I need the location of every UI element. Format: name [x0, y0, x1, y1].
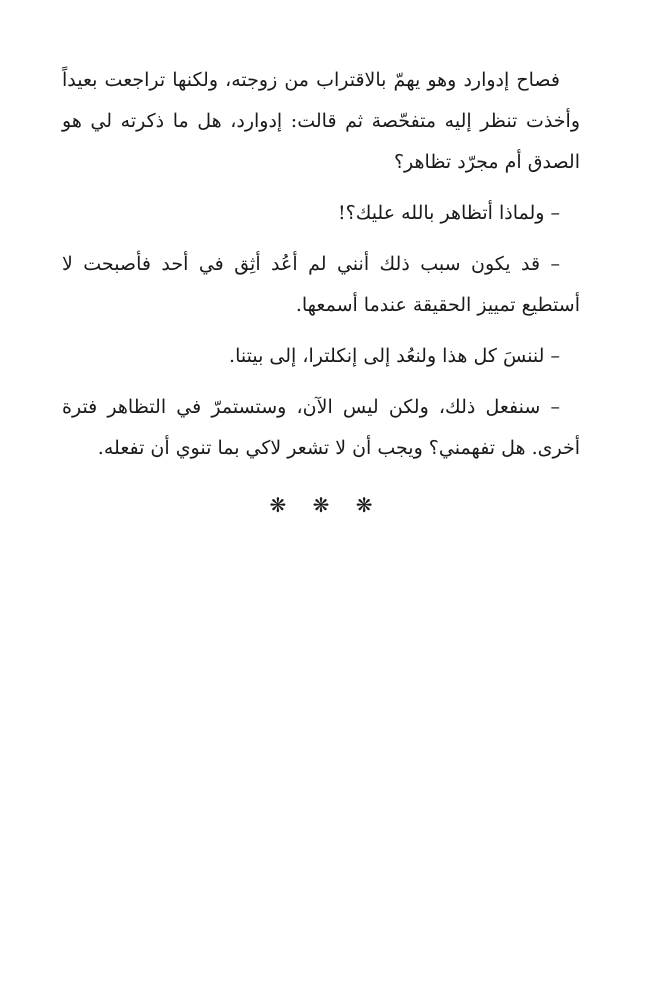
dialogue-line-2: – قد يكون سبب ذلك أنني لم أعُد أثِق في أحد فأصبحت لا أستطيع تمييز الحقيقة عندما أسمعها.	[62, 253, 580, 316]
dialogue-line-4: – سنفعل ذلك، ولكن ليس الآن، وستستمرّ في التظاهر فترة أخرى. هل تفهمني؟ ويجب أن لا تشعر لاكي بما تنوي أن تفعله.	[62, 396, 580, 459]
asterism-mark: ❋	[355, 493, 373, 517]
dialogue-line-3: – لننسَ كل هذا ولنعُد إلى إنكلترا، إلى بيتنا.	[229, 345, 560, 367]
section-separator	[62, 485, 580, 526]
asterism-mark: ❋	[312, 493, 330, 517]
asterism-mark: ❋	[269, 493, 287, 517]
dialogue-line-1: – ولماذا أتظاهر بالله عليك؟!	[337, 202, 560, 224]
paragraph-narration: فصاح إدوارد وهو يهمّ بالاقتراب من زوجته، ولكنها تراجعت بعيداً وأخذت تنظر إليه متفحّصة ثم قالت: إدوارد، هل ما ذكرته لي هو الصدق أم مجرّد تظاهر؟	[62, 69, 580, 173]
page-text	[62, 60, 580, 526]
